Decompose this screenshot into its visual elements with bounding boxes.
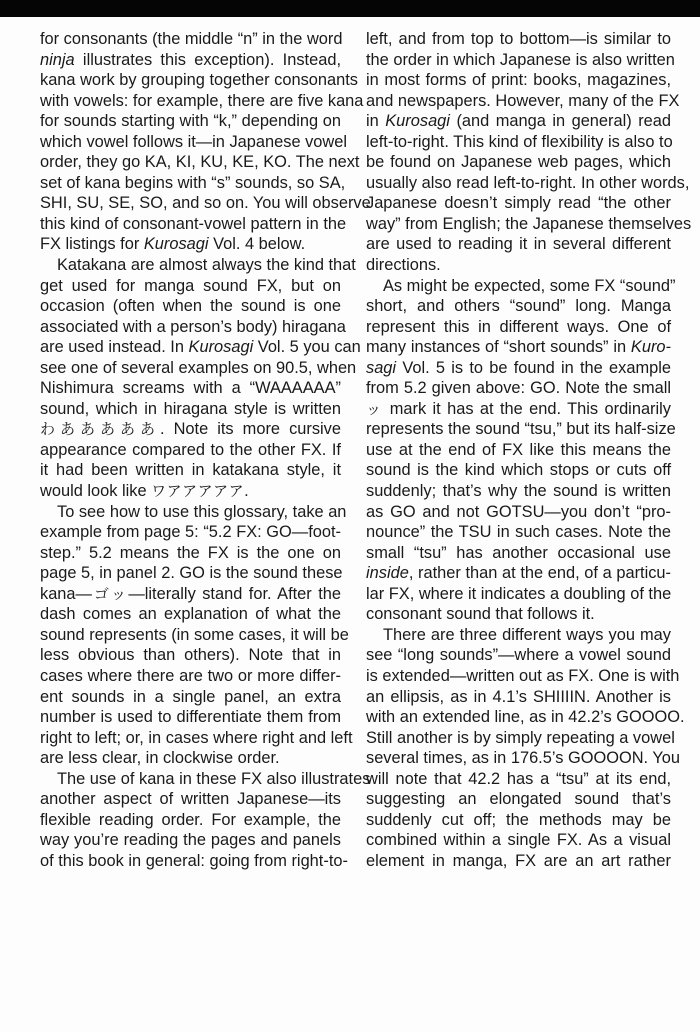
text-line: will note that 42.2 has a “tsu” at its end, bbox=[366, 769, 671, 788]
text-line: way” from English; the Japanese themselves bbox=[366, 214, 692, 233]
text-span: , rather than at the end, of a particu- bbox=[408, 564, 671, 583]
right-column bbox=[366, 29, 692, 871]
text-line: nounce” the TSU in such cases. Note the bbox=[366, 523, 671, 542]
italic-title: Kuro- bbox=[630, 338, 671, 357]
text-line: flexible reading order. For example, the bbox=[40, 810, 341, 829]
text-line: dash comes an explanation of what the bbox=[40, 605, 341, 624]
text-line bbox=[40, 234, 341, 255]
text-line: SHI, SU, SE, SO, and so on. You will observe bbox=[40, 194, 371, 213]
text-line: are less clear, in clockwise order. bbox=[40, 749, 280, 768]
text-line: several times, as in 176.5’s GOOOON. You bbox=[366, 749, 680, 768]
text-span: —literally stand for. After the bbox=[128, 584, 341, 603]
text-line: lar FX, where it indicates a doubling of the bbox=[366, 584, 672, 603]
text-line: cases where there are two or more differ- bbox=[40, 666, 341, 685]
text-line: represents the sound “tsu,” but its half-size bbox=[366, 420, 676, 439]
italic-term: ninja bbox=[40, 50, 75, 69]
text-line: set of kana begins with “s” sounds, so SA, bbox=[40, 173, 346, 192]
text-line: element in manga, FX are an art rather bbox=[366, 851, 671, 870]
text-span: FX listings for bbox=[40, 235, 144, 254]
text-line: as GO and not GOTSU—you don’t “pro- bbox=[366, 502, 671, 521]
text-line: and newspapers. However, many of the FX bbox=[366, 91, 680, 110]
text-line: order, they go KA, KI, KU, KE, KO. The next bbox=[40, 153, 360, 172]
text-line: which vowel follows it—in Japanese vowel bbox=[40, 132, 348, 151]
text-line bbox=[40, 481, 341, 502]
text-span: Vol. 5 you can bbox=[253, 338, 361, 357]
text-line: less obvious than others). Note that in bbox=[40, 646, 341, 665]
text-line: the order in which Japanese is also written bbox=[366, 50, 675, 69]
text-line: ent sounds in a single panel, an extra bbox=[40, 687, 341, 706]
text-line: appearance compared to the other FX. If bbox=[40, 440, 341, 459]
text-line: short, and others “sound” long. Manga bbox=[366, 297, 671, 316]
text-line: from 5.2 given above: GO. Note the small bbox=[366, 379, 671, 398]
left-column bbox=[40, 29, 371, 871]
hiragana-example: わあああああ bbox=[40, 420, 160, 439]
katakana-example: ワアアアアア bbox=[151, 482, 245, 501]
text-line: represent this in different ways. One of bbox=[366, 317, 671, 336]
text-span: would look like bbox=[40, 482, 152, 501]
text-line: in most forms of print: books, magazines, bbox=[366, 71, 671, 90]
text-span: . Note its more cursive bbox=[159, 420, 341, 439]
text-line: be found on Japanese web pages, which bbox=[366, 153, 671, 172]
small-tsu-glyph: ッ bbox=[366, 399, 384, 418]
text-span: in bbox=[366, 112, 386, 131]
paragraph-start-line: As might be expected, some FX “sound” bbox=[383, 276, 676, 295]
text-line: occasion (often when the sound is one bbox=[40, 297, 341, 316]
text-line: an ellipsis, as in 4.1’s SHIIIIN. Another is bbox=[366, 687, 671, 706]
text-line: example from page 5: “5.2 FX: GO—foot- bbox=[40, 523, 341, 542]
text-line: Japanese doesn’t simply read “the other bbox=[366, 194, 671, 213]
text-line: left, and from top to bottom—is similar to bbox=[366, 30, 671, 48]
text-span: kana— bbox=[40, 584, 92, 603]
text-line: consonant sound that follows it. bbox=[366, 605, 595, 624]
text-line bbox=[366, 358, 671, 379]
paragraph-start-line: There are three different ways you may bbox=[383, 625, 671, 644]
paragraph-start-line: The use of kana in these FX also illustrates bbox=[57, 769, 371, 788]
text-line: associated with a person’s body) hiragana bbox=[40, 317, 346, 336]
text-line bbox=[366, 111, 671, 132]
text-line: small “tsu” has another occasional use bbox=[366, 543, 671, 562]
scan-top-border bbox=[0, 0, 700, 17]
text-span: . bbox=[244, 482, 249, 501]
text-line: this kind of consonant-vowel pattern in the bbox=[40, 214, 347, 233]
text-line: right to left; or, in cases where right and left bbox=[40, 728, 353, 747]
text-line: get used for manga sound FX, but on bbox=[40, 276, 341, 295]
text-line: for consonants (the middle “n” in the word bbox=[40, 30, 343, 48]
text-line: suddenly; that’s why the sound is written bbox=[366, 482, 671, 501]
text-line bbox=[366, 337, 671, 358]
text-line: another aspect of written Japanese—its bbox=[40, 790, 341, 809]
text-line: suddenly cut off; the methods may be bbox=[366, 810, 671, 829]
text-line: way you’re reading the pages and panels bbox=[40, 831, 341, 850]
text-span: many instances of “short sounds” in bbox=[366, 338, 631, 357]
text-line: sound, which in hiragana style is written bbox=[40, 399, 341, 418]
text-line: it had been written in katakana style, it bbox=[40, 461, 341, 480]
text-line: see one of several examples on 90.5, when bbox=[40, 358, 357, 377]
katakana-go: ゴッ bbox=[91, 584, 129, 603]
italic-title: Kurosagi bbox=[143, 235, 209, 254]
text-line: Nishimura screams with a “WAAAAAA” bbox=[40, 379, 341, 398]
text-span: Vol. 4 below. bbox=[208, 235, 306, 254]
text-line bbox=[40, 419, 341, 440]
text-line: with vowels: for example, there are five kana bbox=[40, 91, 364, 110]
text-line: number is used to differentiate them from bbox=[40, 708, 341, 727]
text-line: suggesting an elongated sound that’s bbox=[366, 790, 671, 809]
text-line: is extended—written out as FX. One is with bbox=[366, 666, 680, 685]
text-span: Vol. 5 is to be found in the example bbox=[396, 358, 671, 377]
text-line: with an extended line, as in 42.2’s GOOOO. bbox=[366, 708, 685, 727]
italic-title: Kurosagi bbox=[385, 112, 450, 131]
text-line: sound represents (in some cases, it will be bbox=[40, 625, 349, 644]
text-line bbox=[366, 399, 671, 420]
text-line bbox=[40, 337, 361, 358]
text-span: illustrates this exception). Instead, bbox=[74, 50, 341, 69]
italic-title: sagi bbox=[366, 358, 397, 377]
text-span: (and manga in general) read bbox=[449, 112, 672, 131]
text-line: kana work by grouping together consonants bbox=[40, 71, 359, 90]
text-line: left-to-right. This kind of flexibility is also to bbox=[366, 132, 673, 151]
text-line bbox=[366, 563, 671, 584]
text-span: are used instead. In bbox=[40, 338, 189, 357]
paragraph-start-line: Katakana are almost always the kind that bbox=[57, 256, 356, 275]
text-line: sound is the kind which stops or cuts off bbox=[366, 461, 671, 480]
text-line: directions. bbox=[366, 256, 441, 275]
text-span: mark it has at the end. This ordinarily bbox=[383, 399, 671, 418]
text-line: see “long sounds”—where a vowel sound bbox=[366, 646, 671, 665]
text-line: usually also read left-to-right. In other words, bbox=[366, 173, 690, 192]
text-line: step.” 5.2 means the FX is the one on bbox=[40, 543, 341, 562]
text-line: for sounds starting with “k,” depending on bbox=[40, 112, 341, 131]
text-line bbox=[40, 50, 341, 71]
text-line: are used to reading it in several different bbox=[366, 235, 671, 254]
italic-term: inside bbox=[366, 564, 409, 583]
text-line: page 5, in panel 2. GO is the sound these bbox=[40, 564, 343, 583]
paragraph-start-line: To see how to use this glossary, take an bbox=[57, 502, 347, 521]
text-line: combined within a single FX. As a visual bbox=[366, 831, 671, 850]
italic-title: Kurosagi bbox=[188, 338, 254, 357]
text-line bbox=[40, 584, 341, 605]
text-line: use at the end of FX like this means the bbox=[366, 440, 671, 459]
text-line: Still another is by simply repeating a vowel bbox=[366, 728, 675, 747]
text-line: of this book in general: going from right-to- bbox=[40, 851, 348, 870]
